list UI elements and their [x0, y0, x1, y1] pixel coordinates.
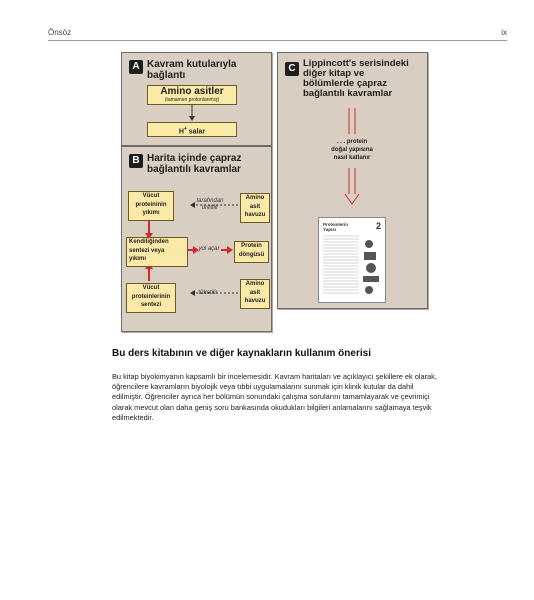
thumbnail-chapter-number: 2: [375, 221, 381, 231]
box-protein-cycle: Protein döngüsü: [234, 241, 269, 263]
cross-link-caption: . . . protein doğal yapısına nasıl katlanır: [331, 139, 373, 161]
panel-a-title: Kavram kutularıyla bağlantı: [147, 59, 237, 81]
box-amino-acid-pool-top: Amino asit havuzu: [240, 193, 270, 223]
panel-c-title: Lippincott's serisindeki diğer kitap ve bölümlerde çapraz bağlantılı kavramlar: [303, 58, 409, 99]
panel-c: [277, 52, 428, 309]
label-leads-to: yol açar: [198, 246, 220, 252]
box-body-protein-degradation: Vücut proteininin yıkımı: [128, 191, 174, 221]
label-consumed: tüketilir: [198, 290, 218, 296]
box-body-protein-synthesis: Vücut proteinlerinin sentezi: [126, 283, 176, 313]
page-number: ix: [501, 28, 507, 37]
h-salts-box: H+ salar: [147, 122, 237, 137]
amino-to-salts-arrow: [187, 104, 197, 122]
page-header: [48, 28, 507, 41]
badge-a: A: [129, 60, 143, 74]
thumbnail-page-preview: [319, 218, 385, 302]
badge-b: B: [129, 154, 143, 168]
box-amino-acid-pool-bottom: Amino asit havuzu: [240, 279, 270, 309]
panel-a: [121, 52, 272, 146]
section-heading: Bu ders kitabının ve diğer kaynakların kullanım önerisi: [112, 348, 371, 359]
thumbnail-title: Proteinlerin Yapısı: [323, 222, 349, 232]
amino-acids-box: Amino asitler (tamamen protonlanmış): [147, 85, 237, 105]
label-produced-by: tarafından üretilir: [196, 198, 224, 211]
header-section: Önsöz: [48, 28, 72, 37]
box-spontaneous-synthesis: Kendiliğinden sentezi veya yıkımı: [126, 237, 188, 267]
badge-c: C: [285, 62, 299, 76]
panel-b: [121, 146, 272, 332]
section-body: Bu kitap biyokimyanın kapsamlı bir incelemesidir. Kavram haritaları ve açıklayıcı şekillere ek olarak, öğrencilere kavramların biyolojik veya tıbbi uygulamalarını sunmak için klinik kutular da dahil edilmiştir. Öğrenciler ayrıca her bölümün sonundaki çalışma sorularını tamamlayarak ve çevrimiçi olarak mevcut olan daha geniş soru bankasında okudukları bilgileri anlamalarını sağlamaya teşvik edilmektedir.: [112, 372, 437, 422]
panel-b-title: Harita içinde çapraz bağlantılı kavramlar: [147, 153, 242, 175]
chapter-thumbnail: [318, 217, 386, 303]
